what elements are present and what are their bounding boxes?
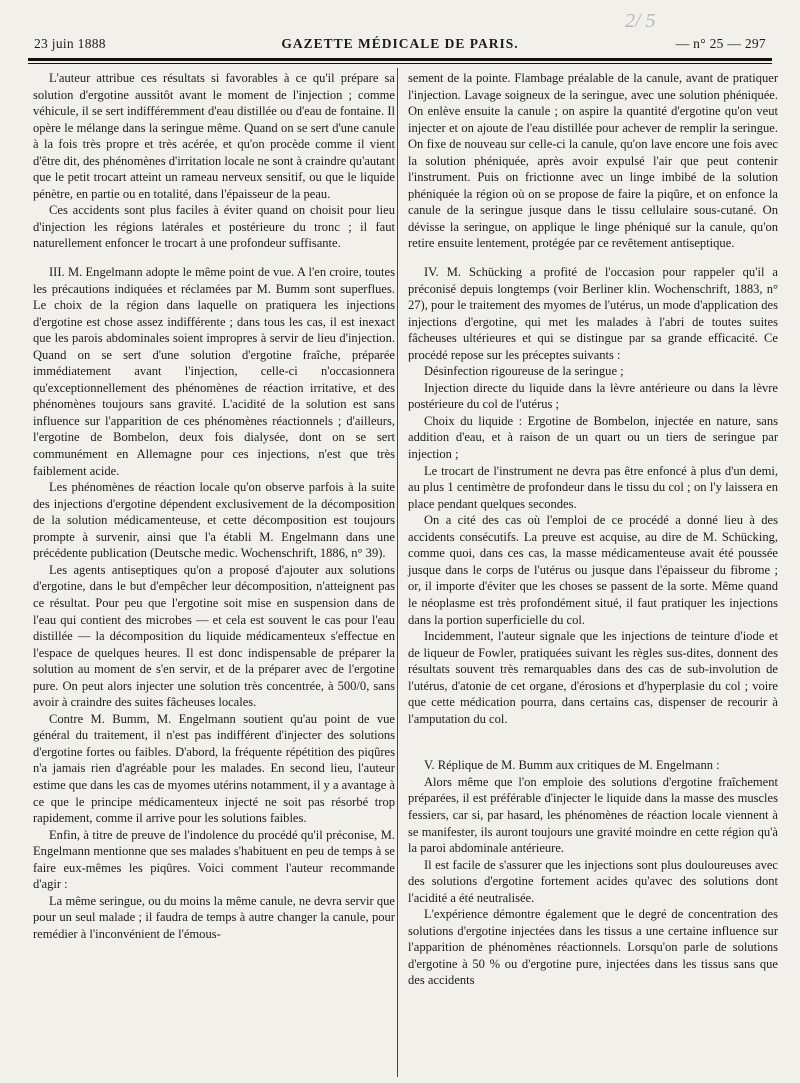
paragraph: L'expérience démontre également que le degré de concentration des solutions d'ergotine injectées dans les tissus a une certaine influence sur l'apparition de phénomènes réactionnels. Lorsqu'on parle de solutions d'ergotine à 50 % ou d'ergotine pure, injectées dans les tissus sans que des accidents xyxy=(408,907,778,988)
paragraph: L'auteur attribue ces résultats si favorables à ce qu'il prépare sa solution d'ergotine aussitôt avant le moment de l'injection ; comme véhicule, il se sert indifféremment d'eau distillée ou d'eau de fontaine. Il opère le mélange dans la seringue même. Quand on se sert d'une canule à la fois très propre et très acérée, et qu'on procède comme il vient d'être dit, des phénomènes d'irritation locale ne sont à craindre qu'autant que le petit trocart atteint un rameau nerveux sensitif, ou que le liquide pénètre, en partie ou en totalité, dans l'épaisseur de la peau. xyxy=(33,71,395,201)
library-stamp: 2/ 5 xyxy=(625,10,656,32)
column-divider xyxy=(397,68,398,1077)
section-gap xyxy=(33,252,395,264)
paragraph: sement de la pointe. Flambage préalable de la canule, avant de pratiquer l'injection. Lavage soigneux de la seringue, avec une solution phéniquée. On enlève ensuite la canule ; on aspire la quantité d'ergotine qu'on veut injecter et on ajoute de l'eau distillée pour achever de remplir la seringue. On fixe de nouveau sur celle-ci la canule, qu'on lave encore une fois avec la solution phéniquée, après avoir expulsé l'air que peut contenir l'instrument. Puis on frictionne avec un linge imbibé de la solution phéniquée la région où on se propose de faire la piqûre, et on enfonce la canule de la seringue jusque dans le tissu cellulaire sous-cutané. On dévisse la seringue, on applique le linge phéniqué sur la canule, qu'on retire ensuite lentement, protégée par ce revêtement antiseptique. xyxy=(408,71,778,251)
paragraph: Désinfection rigoureuse de la seringue ; xyxy=(424,364,624,379)
header-journal-title: GAZETTE MÉDICALE DE PARIS. xyxy=(281,36,519,51)
section-v-heading: V. Réplique de M. Bumm aux critiques de M. Engelmann : xyxy=(424,758,720,773)
paragraph: Choix du liquide : Ergotine de Bombelon, injectée en nature, sans addition d'eau, et à raison de un quart ou un tiers de seringue par injection ; xyxy=(408,413,778,462)
section-gap xyxy=(408,727,778,757)
paragraph: Alors même que l'on emploie des solutions d'ergotine fraîchement préparées, il est préférable d'injecter le liquide dans la masse des muscles fessiers, car si, par hasard, les phénomènes de réaction locale viennent à se manifester, ils auront toujours une gravité moindre en cette région qu'à la paroi abdominale antérieure. xyxy=(408,774,778,856)
paragraph: Les agents antiseptiques qu'on a proposé d'ajouter aux solutions d'ergotine, dans le but d'empêcher leur décomposition, n'atteignent pas ce résultat. Pour peu que l'ergotine soit mise en suspension dans de l'eau qui contient des microbes — et cela est souvent le cas pour l'eau distillée — la décomposition du liquide médicamenteux s'effectue en l'espace de quelques heures. Il est donc indispensable de préparer la solution au moment de s'en servir, et de la préparer avec de l'ergotine pure. On peut alors injecter une solution très concentrée, à 500/0, sans avoir à craindre des suites fâcheuses locales. xyxy=(33,562,395,710)
paragraph: La même seringue, ou du moins la même canule, ne devra servir que pour un seul malade ; il faudra de temps à autre changer la canule, pour remédier à l'inconvénient de l'émous- xyxy=(33,893,395,941)
header-rule xyxy=(28,58,772,64)
paragraph: Incidemment, l'auteur signale que les injections de teinture d'iode et de liqueur de Fowler, pratiquées suivant les règles sus-dites, donnent des résultats souvent très remarquables dans des cas de sub-involution de l'utérus, d'atonie de cet organe, d'érosions et d'hyperplasie du col ; voire que cette médication pourra, dans certains cas, dispenser de recourir à l'amputation du col. xyxy=(408,629,778,726)
header-date: 23 juin 1888 xyxy=(34,36,106,51)
paragraph-section-iii: III. M. Engelmann adopte le même point de vue. A l'en croire, toutes les précautions indiquées et réclamées par M. Bumm sont superflues. Le choix de la région dans laquelle on pratiquera les injections d'ergotine est chose assez indifférente ; dans tous les cas, il est inexact que les parois abdominales soient impropres à servir de lieu d'injection. Quand on se sert d'une solution d'ergotine fraîche, préparée immédiatement avant l'injection, celle-ci n'occasionnera qu'exceptionnellement des phénomènes de réaction irritative, et des phénomènes toujours sans gravité. L'acidité de la solution est sans influence sur l'apparition de ces phénomènes réactionnels ; d'ailleurs, l'ergotine de Bombelon, deux fois dialysée, dont on se sert communément en Allemagne pour ces injections, n'est que très faiblement acide. xyxy=(33,265,395,478)
paragraph: Ces accidents sont plus faciles à éviter quand on choisit pour lieu d'injection les régions latérales et postérieure du tronc ; il faut naturellement enfoncer le trocart à une profondeur suffisante. xyxy=(33,203,395,251)
right-column xyxy=(408,70,778,989)
paragraph: Le trocart de l'instrument ne devra pas être enfoncé à plus d'un demi, au plus 1 centimètre de profondeur dans le tissu du col ; on l'y laissera en place pendant quelques secondes. xyxy=(408,463,778,511)
page-header xyxy=(34,36,766,58)
paragraph-section-iv: IV. M. Schücking a profité de l'occasion pour rappeler qu'il a préconisé depuis longtemps (voir Berliner klin. Wochenschrift, 1883, n° 27), pour le traitement des myomes de l'utérus, un mode d'application des injections d'ergotine, qui met les malades à l'abri de toutes suites fâcheuses ultérieures et qui se distingue par sa grande efficacité. Ce procédé repose sur les préceptes suivants : xyxy=(408,265,778,362)
paragraph: Injection directe du liquide dans la lèvre antérieure ou dans la lèvre postérieure du col de l'utérus ; xyxy=(408,380,778,412)
paragraph: Il est facile de s'assurer que les injections sont plus douloureuses avec des solutions d'ergotine fortement acides qu'avec des solutions dont l'acidité a été neutralisée. xyxy=(408,857,778,905)
section-gap xyxy=(408,252,778,264)
paragraph: Enfin, à titre de preuve de l'indolence du procédé qu'il préconise, M. Engelmann mentionne que ses malades s'habituent en peu de temps à se faire eux-mêmes les piqûres. Voici comment l'auteur recommande d'agir : xyxy=(33,827,395,892)
left-column xyxy=(33,70,395,942)
paragraph: On a cité des cas où l'emploi de ce procédé a donné lieu à des accidents consécutifs. La preuve est acquise, au dire de M. Schücking, comme quoi, dans ces cas, la masse médicamenteuse avait été poussée jusque dans le corps de l'utérus ou jusque dans l'épaisseur du fibrome ; or, il importe d'éviter que les choses se passent de la sorte. Même quand le néoplasme est très profondément situé, il faut pratiquer les injections dans la portion superficielle du col. xyxy=(408,513,778,627)
paragraph: Les phénomènes de réaction locale qu'on observe parfois à la suite des injections d'ergotine dépendent exclusivement de la décomposition de la solution médicamenteuse, et cette décomposition est toujours prompte à survenir, ainsi que l'a établi M. Engelmann dans une précédente publication (Deutsche medic. Wochenschrift, 1886, n° 39). xyxy=(33,480,395,561)
header-issue-page: — n° 25 — 297 xyxy=(675,36,766,51)
paragraph: Contre M. Bumm, M. Engelmann soutient qu'au point de vue général du traitement, il n'est pas indifférent d'injecter des solutions d'ergotine fortes ou faibles. D'abord, la fréquente répétition des piqûres n'a jamais rien d'agréable pour les malades. En second lieu, l'auteur estime que dans les cas de myomes utérins notamment, il y a avantage à ce que le principe médicamenteux injecté ne soit pas résorbé trop rapidement, comme il arrive pour les solutions faibles. xyxy=(33,711,395,826)
